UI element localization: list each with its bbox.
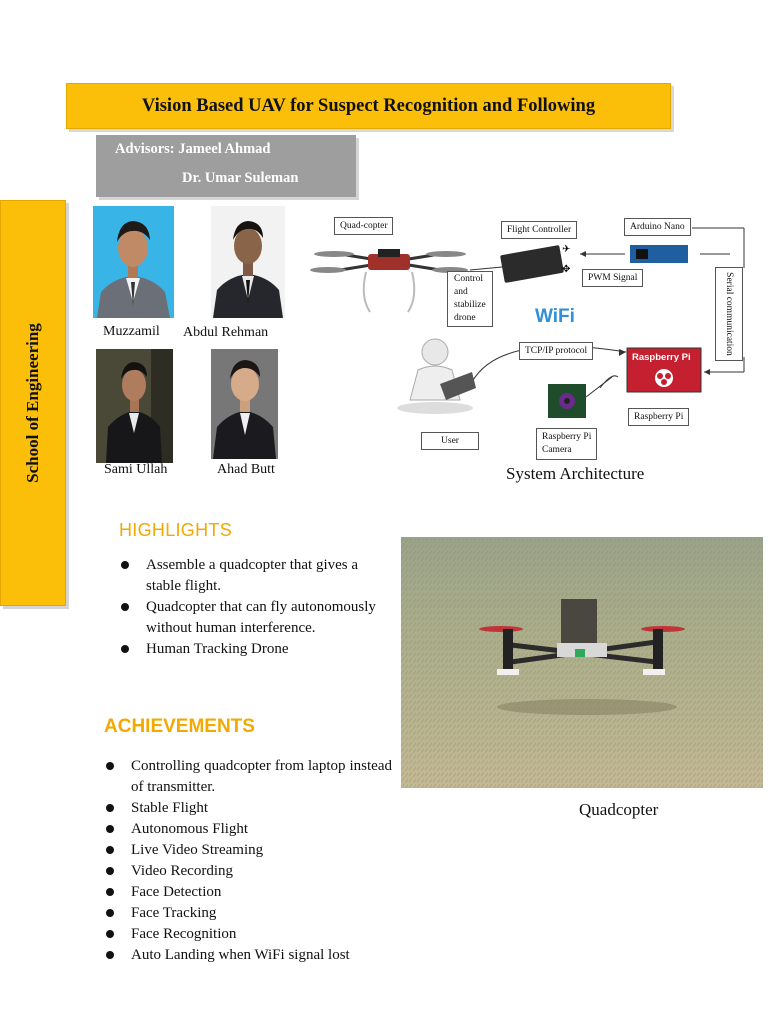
- highlight-text: Assemble a quadcopter that gives a stable flight.: [146, 557, 359, 594]
- label-flight-controller: Flight Controller: [501, 221, 577, 239]
- bullet-icon: [106, 804, 114, 812]
- highlight-text: Human Tracking Drone: [146, 641, 289, 657]
- system-architecture-caption: System Architecture: [506, 464, 645, 483]
- label-control: [447, 271, 493, 327]
- svg-text:✈: ✈: [562, 244, 571, 255]
- rpi-board-label: Raspberry Pi: [632, 352, 691, 363]
- serial-box: [715, 267, 743, 361]
- poster-title: Vision Based UAV for Suspect Recognition and Following: [141, 95, 596, 116]
- achievement-text: Auto Landing when WiFi signal lost: [131, 947, 350, 963]
- label-quadcopter: Quad-copter: [334, 217, 393, 235]
- label-rpi-camera: [536, 428, 597, 460]
- quadcopter-caption: Quadcopter: [579, 800, 659, 819]
- label-raspberry-pi: Raspberry Pi: [628, 408, 689, 426]
- camera-line-1: Raspberry Pi: [542, 432, 592, 442]
- bullet-icon: [121, 561, 129, 569]
- achievements-heading: ACHIEVEMENTS: [104, 716, 255, 737]
- team-name-2: Abdul Rehman: [183, 325, 269, 340]
- list-item: [106, 924, 392, 945]
- bullet-icon: [106, 909, 114, 917]
- achievement-text: Face Recognition: [131, 926, 237, 942]
- list-item: [121, 597, 386, 639]
- list-item: [106, 903, 392, 924]
- bullet-icon: [121, 603, 129, 611]
- school-label: School of Engineering: [23, 323, 42, 483]
- team-photo-1: [93, 206, 174, 318]
- control-line-2: and: [454, 287, 468, 297]
- bullet-icon: [121, 645, 129, 653]
- list-item: [106, 882, 392, 903]
- team-name-4: Ahad Butt: [217, 462, 275, 477]
- achievement-text: Controlling quadcopter from laptop instead of transmitter.: [131, 758, 392, 795]
- highlights-heading: HIGHLIGHTS: [119, 520, 233, 540]
- advisor-line-1: Advisors: Jameel Ahmad: [115, 141, 271, 157]
- list-item: [106, 819, 392, 840]
- label-arduino-nano: Arduino Nano: [624, 218, 691, 236]
- list-item: [106, 756, 392, 798]
- bullet-icon: [106, 930, 114, 938]
- highlight-text: Quadcopter that can fly autonomously without human interference.: [146, 599, 376, 636]
- bullet-icon: [106, 762, 114, 770]
- highlights-list: [121, 555, 386, 660]
- achievement-text: Autonomous Flight: [131, 821, 249, 837]
- team-photo-3: [96, 349, 173, 463]
- control-line-3: stabilize: [454, 300, 486, 310]
- label-serial-communication: Serial communication: [724, 272, 734, 356]
- quadcopter-icon: [310, 249, 468, 312]
- achievement-text: Stable Flight: [131, 800, 209, 816]
- side-bar: [0, 200, 66, 606]
- team-photo-4: [211, 349, 278, 459]
- list-item: [106, 840, 392, 861]
- team-name-3: Sami Ullah: [104, 462, 168, 477]
- advisors-box: [96, 135, 356, 197]
- team-photo-2: [211, 206, 285, 318]
- title-banner: [66, 83, 671, 129]
- achievement-text: Face Tracking: [131, 905, 217, 921]
- list-item: [121, 639, 386, 660]
- camera-line-2: Camera: [542, 445, 572, 455]
- bullet-icon: [106, 867, 114, 875]
- list-item: [106, 861, 392, 882]
- achievements-list: [106, 756, 392, 966]
- label-tcpip: TCP/IP protocol: [519, 342, 593, 360]
- list-item: [106, 798, 392, 819]
- control-line-1: Control: [454, 274, 484, 284]
- label-user: User: [421, 432, 479, 450]
- control-line-4: drone: [454, 313, 476, 323]
- bullet-icon: [106, 951, 114, 959]
- achievement-text: Face Detection: [131, 884, 222, 900]
- architecture-connectors: [300, 212, 760, 462]
- label-pwm-signal: PWM Signal: [582, 269, 643, 287]
- team-name-1: Muzzamil: [103, 324, 160, 339]
- achievement-text: Live Video Streaming: [131, 842, 264, 858]
- list-item: [106, 945, 392, 966]
- advisor-line-2: Dr. Umar Suleman: [182, 170, 299, 186]
- bullet-icon: [106, 825, 114, 833]
- achievement-text: Video Recording: [131, 863, 233, 879]
- wifi-label: WiFi: [535, 306, 575, 327]
- bullet-icon: [106, 888, 114, 896]
- bullet-icon: [106, 846, 114, 854]
- svg-text:✥: ✥: [562, 264, 571, 275]
- list-item: [121, 555, 386, 597]
- quadcopter-photo: [401, 537, 763, 788]
